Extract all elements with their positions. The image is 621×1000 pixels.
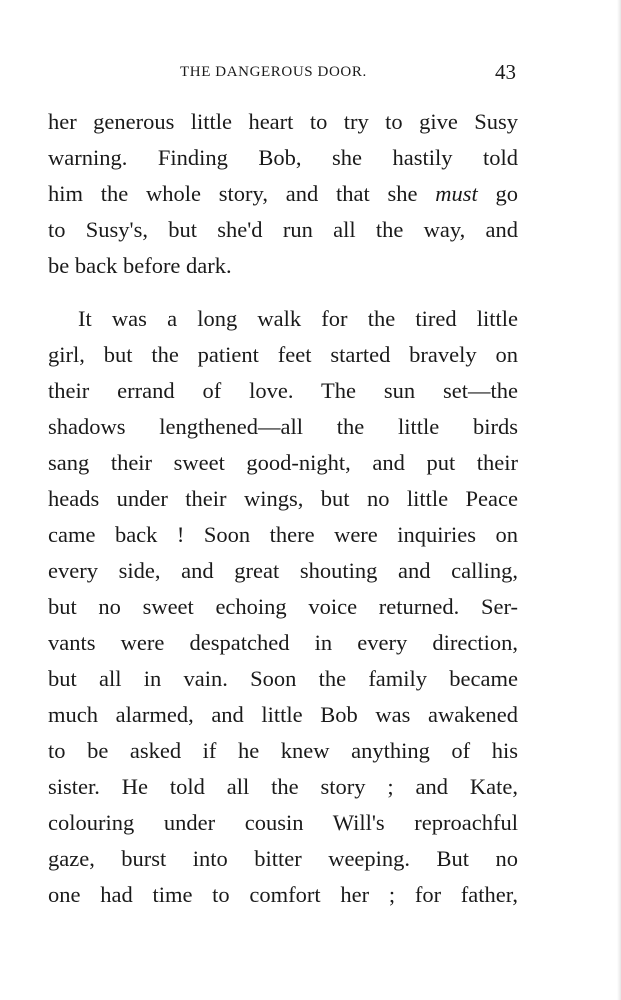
text-line: but all in vain. Soon the family became (48, 666, 518, 691)
text-line: much alarmed, and little Bob was awakened (48, 702, 518, 727)
text-line: every side, and great shouting and calling, (48, 558, 518, 583)
body-text (48, 104, 518, 913)
text-line: her generous little heart to try to give Susy (48, 109, 518, 134)
page-header (48, 60, 518, 88)
text-line: but no sweet echoing voice returned. Ser- (48, 594, 518, 619)
text-line: be back before dark. (48, 253, 232, 278)
text-line: It was a long walk for the tired little (78, 306, 518, 331)
italic-word: must (435, 181, 478, 206)
text-line (48, 176, 518, 212)
text-line: their errand of love. The sun set—the (48, 378, 518, 403)
paragraph-2 (48, 301, 518, 913)
text-line: to Susy's, but she'd run all the way, and (48, 217, 518, 242)
text-line: warning. Finding Bob, she hastily told (48, 145, 518, 170)
page-number: 43 (495, 60, 516, 84)
text-segment: him the whole story, and that she (48, 181, 436, 206)
text-line: came back ! Soon there were inquiries on (48, 522, 518, 547)
text-line: one had time to comfort her ; for father, (48, 882, 518, 907)
text-line: heads under their wings, but no little Peace (48, 486, 518, 511)
text-line: gaze, burst into bitter weeping. But no (48, 846, 518, 871)
text-line: colouring under cousin Will's reproachful (48, 810, 518, 835)
page-edge-shadow (617, 0, 621, 1000)
text-line: sang their sweet good-night, and put their (48, 450, 518, 475)
running-head: THE DANGEROUS DOOR. (180, 64, 367, 80)
text-line: sister. He told all the story ; and Kate, (48, 774, 518, 799)
text-line: girl, but the patient feet started bravely on (48, 342, 518, 367)
text-line: to be asked if he knew anything of his (48, 738, 518, 763)
text-line: vants were despatched in every direction, (48, 630, 518, 655)
text-line: shadows lengthened—all the little birds (48, 414, 518, 439)
text-segment: go (477, 181, 518, 206)
paragraph-1 (48, 104, 518, 284)
